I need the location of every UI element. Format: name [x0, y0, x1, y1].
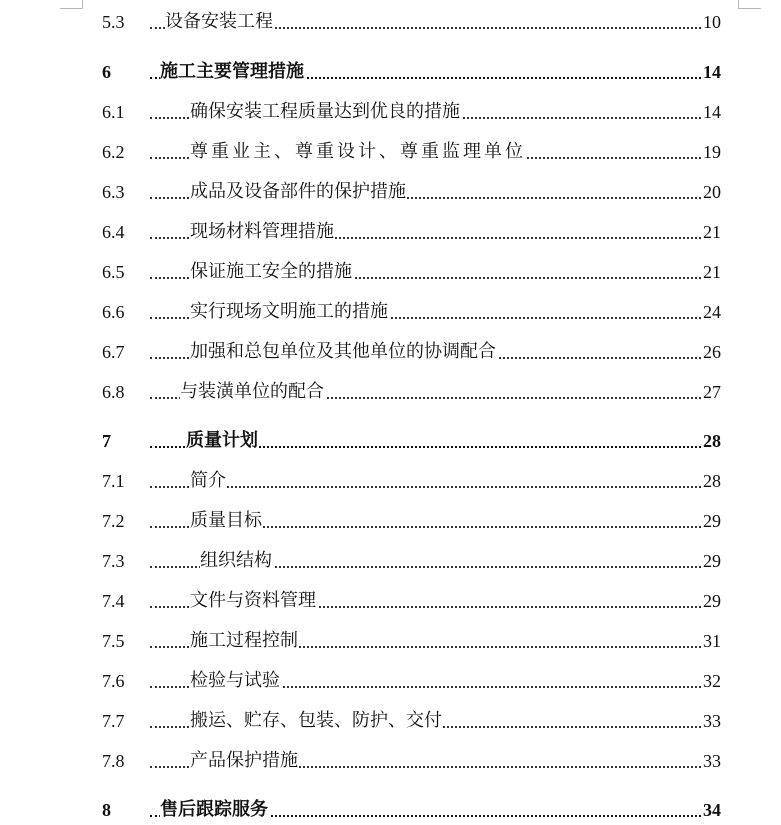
toc-entry-6-8[interactable]: [0, 377, 781, 407]
toc-page-number: 33: [702, 706, 721, 736]
toc-number: 5.3: [102, 12, 125, 32]
toc-entry-7-4[interactable]: [0, 586, 781, 616]
toc-entry-6-6[interactable]: [0, 297, 781, 327]
toc-page-number: 24: [702, 297, 721, 327]
toc-number: 6.6: [102, 302, 125, 322]
toc-title: 质量目标: [190, 506, 263, 536]
toc-page-number: 14: [702, 97, 721, 127]
toc-title: 确保安装工程质量达到优良的措施: [190, 97, 461, 127]
toc-title: 产品保护措施: [190, 746, 299, 776]
toc-number: 7.8: [102, 751, 125, 771]
toc-number: 6.3: [102, 182, 125, 202]
toc-title: 施工主要管理措施: [160, 57, 305, 87]
toc-entry-7-7[interactable]: [0, 706, 781, 736]
toc-title: 设备安装工程: [165, 7, 274, 37]
toc-title: 保证施工安全的措施: [190, 257, 353, 287]
toc-page-number: 26: [702, 337, 721, 367]
toc-number: 7.7: [102, 711, 125, 731]
toc-entry-7-5[interactable]: [0, 626, 781, 656]
toc-entry-6-4[interactable]: [0, 217, 781, 247]
toc-title: 现场材料管理措施: [190, 217, 335, 247]
toc-number: 7.3: [102, 551, 125, 571]
toc-number: 6.7: [102, 342, 125, 362]
toc-entry-6-5[interactable]: [0, 257, 781, 287]
toc-page-number: 32: [702, 666, 721, 696]
toc-page-number: 29: [702, 506, 721, 536]
toc-page-number: 14: [702, 57, 721, 87]
toc-leader-dots: [150, 486, 721, 488]
toc-title: 施工过程控制: [190, 626, 299, 656]
toc-entry-6[interactable]: [0, 57, 781, 87]
toc-number: 6.1: [102, 102, 125, 122]
toc-page-number: 28: [702, 466, 721, 496]
toc-entry-6-7[interactable]: [0, 337, 781, 367]
toc-page-number: 34: [702, 795, 721, 825]
toc-entry-7[interactable]: [0, 426, 781, 456]
toc-page-number: 21: [702, 257, 721, 287]
toc-title: 与装潢单位的配合: [180, 377, 325, 407]
toc-number: 7: [102, 431, 111, 451]
toc-page-number: 21: [702, 217, 721, 247]
toc-entry-6-2[interactable]: [0, 137, 781, 167]
toc-title: 成品及设备部件的保护措施: [190, 177, 407, 207]
toc-number: 7.4: [102, 591, 125, 611]
toc-title: 检验与试验: [190, 666, 281, 696]
toc-entry-6-3[interactable]: [0, 177, 781, 207]
toc-page-number: 28: [702, 426, 721, 456]
toc-entry-7-6[interactable]: [0, 666, 781, 696]
toc-title: 简介: [190, 466, 227, 496]
toc-page-number: 29: [702, 586, 721, 616]
toc-entry-6-1[interactable]: [0, 97, 781, 127]
toc-title: 文件与资料管理: [190, 586, 317, 616]
toc-entry-7-3[interactable]: [0, 546, 781, 576]
toc-entry-5-3[interactable]: [0, 7, 781, 37]
toc-number: 7.6: [102, 671, 125, 691]
toc-number: 7.5: [102, 631, 125, 651]
toc-number: 7.1: [102, 471, 125, 491]
toc-number: 6: [102, 62, 111, 82]
toc-number: 6.5: [102, 262, 125, 282]
toc-title: 质量计划: [186, 426, 259, 456]
toc-entry-7-2[interactable]: [0, 506, 781, 536]
toc-page-number: 29: [702, 546, 721, 576]
toc-page-number: 19: [702, 137, 721, 167]
toc-entry-7-1[interactable]: [0, 466, 781, 496]
toc-number: 6.2: [102, 142, 125, 162]
toc-page-number: 31: [702, 626, 721, 656]
toc-number: 6.8: [102, 382, 125, 402]
toc-entry-7-8[interactable]: [0, 746, 781, 776]
toc-title: 组织结构: [200, 546, 273, 576]
toc-number: 8: [102, 800, 111, 820]
toc-number: 7.2: [102, 511, 125, 531]
toc-title: 实行现场文明施工的措施: [190, 297, 389, 327]
toc-number: 6.4: [102, 222, 125, 242]
toc-title: 加强和总包单位及其他单位的协调配合: [190, 337, 497, 367]
toc-page-number: 20: [702, 177, 721, 207]
toc-page-number: 27: [702, 377, 721, 407]
toc-title: 尊重业主、尊重设计、尊重监理单位: [190, 137, 527, 167]
toc-page-number: 10: [702, 7, 721, 37]
toc-page-number: 33: [702, 746, 721, 776]
toc-title: 售后跟踪服务: [160, 795, 269, 825]
toc-title: 搬运、贮存、包装、防护、交付: [190, 706, 443, 736]
